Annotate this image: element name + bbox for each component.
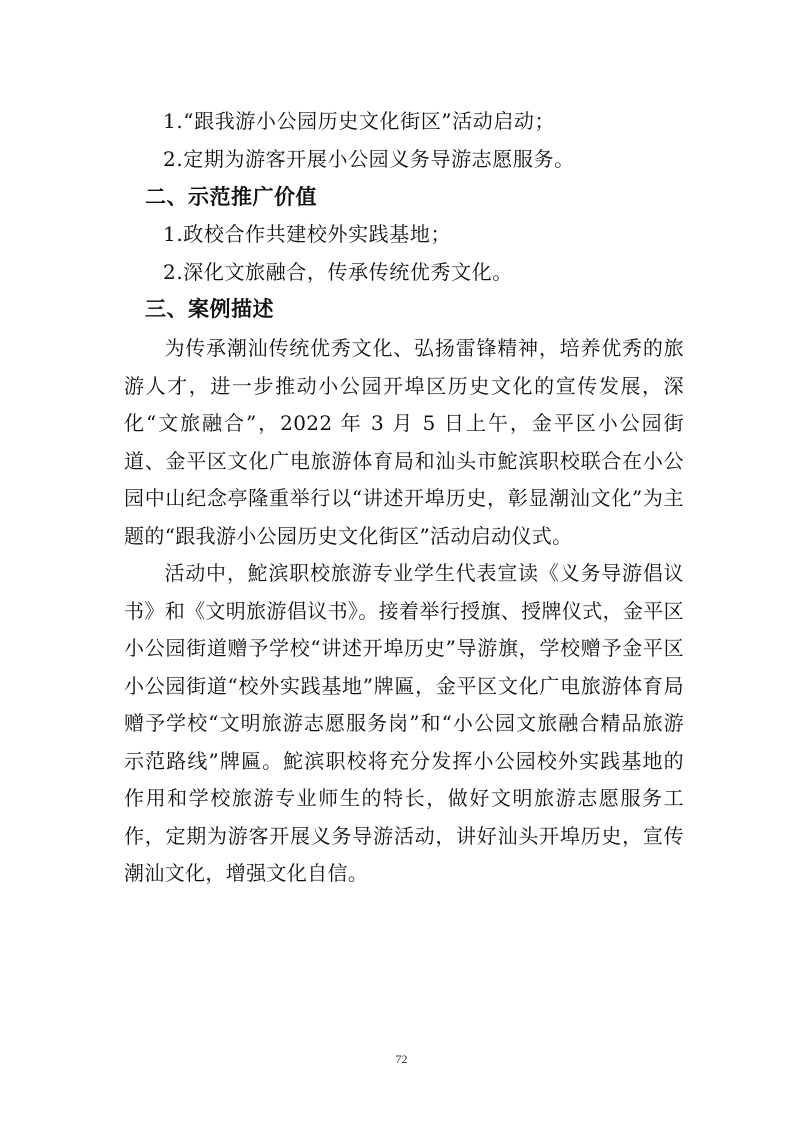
paragraph-case-intro-text: 为传承潮汕传统优秀文化、弘扬雷锋精神，培养优秀的旅游人才，进一步推动小公园开埠区历史文化的宣传发展，深化“文旅融合”，2022 年 3 月 5 日上午，金平区小公园街道、金平区文化广电旅游体育局和汕头市鮀滨职校联合在小公园中山纪念亭隆重举行以“讲述开埠历史，彰显潮汕文化”为主题的“跟我游小公园历史文化街区”活动启动仪式。 (124, 336, 684, 548)
paragraph-activity-details (124, 555, 684, 893)
list-item-practice-base: 1.政校合作共建校外实践基地； (163, 222, 452, 246)
section-heading-promotion-value: 二、示范推广价值 (145, 185, 317, 209)
list-item-volunteer-service: 2.定期为游客开展小公园义务导游志愿服务。 (163, 147, 575, 171)
paragraph-case-intro (124, 330, 684, 555)
list-item-activity-launch: 1.“跟我游小公园历史文化街区”活动启动； (163, 109, 556, 133)
section-heading-case-description: 三、案例描述 (145, 297, 274, 321)
paragraph-activity-details-text: 活动中，鮀滨职校旅游专业学生代表宣读《义务导游倡议书》和《文明旅游倡议书》。接着举行授旗、授牌仪式，金平区小公园街道赠予学校“讲述开埠历史”导游旗，学校赠予金平区小公园街道“校外实践基地”牌匾，金平区文化广电旅游体育局赠予学校“文明旅游志愿服务岗”和“小公园文旅融合精品旅游示范路线”牌匾。鮀滨职校将充分发挥小公园校外实践基地的作用和学校旅游专业师生的特长，做好文明旅游志愿服务工作，定期为游客开展义务导游活动，讲好汕头开埠历史，宣传潮汕文化，增强文化自信。 (124, 561, 684, 885)
list-item-culture-tourism: 2.深化文旅融合，传承传统优秀文化。 (163, 260, 513, 284)
page-number: 72 (395, 1052, 408, 1066)
